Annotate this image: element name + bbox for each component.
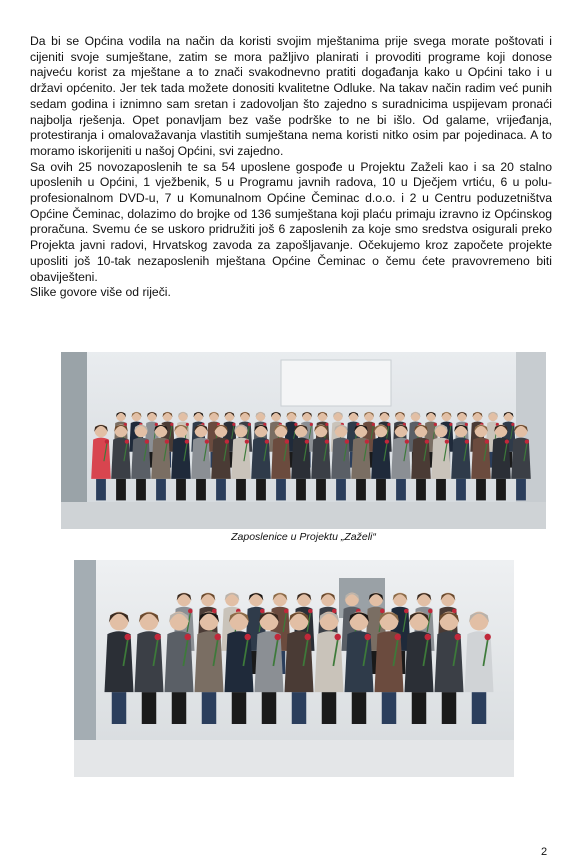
paragraph-2: Sa ovih 25 novozaposlenih te sa 54 uposlene gospođe u Projektu Zaželi kao i sa 20 stalno uposlenih u Općini, 1 vježbenik, 5 u Programu javnih radova, 10 u Dječjem vrtiću, 6 u polu-profesionalnom DVD-u, 7 u Komunalnom Općine Čeminac d.o.o. i 2 u Centru poduzetništva Općine Čeminac, dolazimo do brojke od 136 sumještana koji plaću primaju izravno iz Općinskog proračuna. Svemu će se uskoro pridružiti još 6 zaposlenih za koje smo sredstva osigurali preko Projekta javni radovi, Hrvatskog zavoda za zapošljavanje. Očekujemo kroz započete projekte uposliti još 10-tak nezaposlenih mještana Općine Čeminac o čemu ćete pravovremeno biti obaviješteni. bbox=[30, 159, 552, 284]
group-photo-2 bbox=[74, 560, 514, 777]
group-photo-1 bbox=[61, 352, 546, 529]
photo-caption: Zaposlenice u Projektu „Zaželi“ bbox=[231, 531, 376, 543]
article-body bbox=[30, 34, 552, 301]
paragraph-1: Da bi se Općina vodila na način da koristi svojim mještanima prije svega morate poštovati i cijeniti svoje sumještane, zatim se mora pažljivo planirati i provoditi programe koji donose najveću korist za mještane a to znači svakodnevno pratiti događanja kako u Općini tako i u državi općenito. Jer tek tada možete donositi kvalitetne Odluke. Na takav način radim već punih sedam godina i iznimno sam sretan i zadovoljan što zajedno s suradnicima uspijevam pronaći najbolja rješenja. Opet ponavljam bez vaše podrške to ne bi išlo. Od galame, vrijeđanja, protestiranja i omalovažavanja vlastitih sumještana nema koristi nitko osim par pojedinaca. A to moramo iskorijeniti u našoj Općini, svi zajedno. bbox=[30, 34, 552, 158]
paragraph-3: Slike govore više od riječi. bbox=[30, 285, 171, 300]
page-number: 2 bbox=[541, 846, 548, 858]
